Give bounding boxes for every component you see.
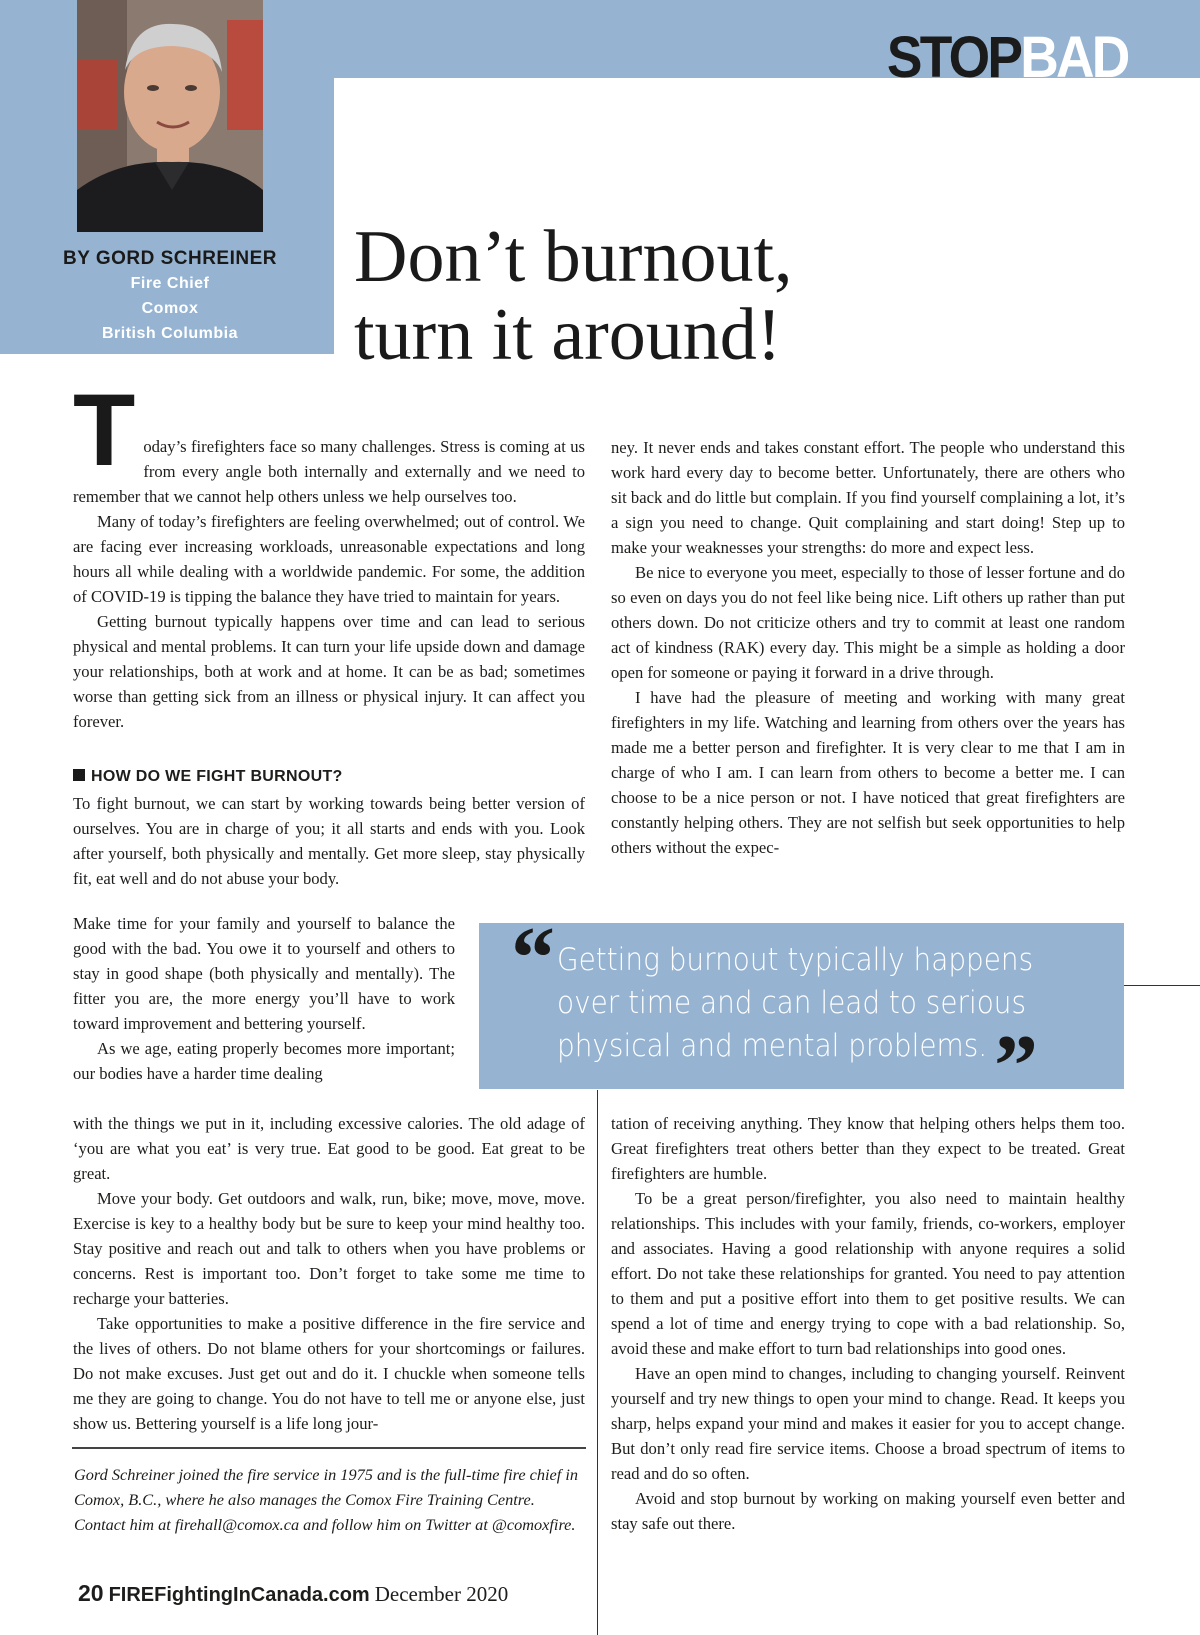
paragraph: I have had the pleasure of meeting and working with many great firefighters in my life. Watching and learning from others over the years has made me a better person and firefighter. It is very clear to me that I am in charge of who I am. I can learn from others to become a better me. I can choose to be a nice person or not. I have noticed that great firefighters are constantly helping others. They are not selfish but seek opportunities to help others without the expec- bbox=[611, 688, 1125, 857]
paragraph: Avoid and stop burnout by working on making yourself even better and stay safe out there. bbox=[611, 1489, 1125, 1533]
paragraph: Be nice to everyone you meet, especially to those of lesser fortune and do so even on days you do not feel like being nice. Lift others up rather than put others down. Do not criticize others and try to commit at least one random act of kindness (RAK) every day. This might be a simple as holding a door open for someone or paying it forward in a drive through. bbox=[611, 563, 1125, 682]
author-portrait-image bbox=[77, 0, 263, 232]
square-bullet-icon bbox=[73, 769, 85, 781]
bio-divider bbox=[72, 1447, 586, 1449]
paragraph: ney. It never ends and takes constant effort. The people who understand this work hard every day to become better. Unfortunately, there are others who sit back and do little but complain. If you find yourself complaining a lot, it’s a sign you need to change. Quit complaining and start doing! Step up to make your weaknesses your strengths: do more and expect less. bbox=[611, 438, 1125, 557]
footer-date: December 2020 bbox=[374, 1582, 509, 1606]
right-column-lower bbox=[611, 1111, 1125, 1536]
footer-site: FIREFightingInCanada.com bbox=[108, 1584, 370, 1606]
paragraph: To fight burnout, we can start by working towards being better version of ourselves. You are in charge of you; it all starts and ends with you. Look after yourself, both physically and mentally. Get more sleep, stay physically fit, eat well and do not abuse your body. bbox=[73, 794, 585, 888]
paragraph: oday’s firefighters face so many challenges. Stress is coming at us from every angle both internally and externally and we need to remember that we cannot help others unless we help ourselves too. bbox=[73, 437, 585, 506]
paragraph: Many of today’s firefighters are feeling overwhelmed; out of control. We are facing ever increasing workloads, unreasonable expectations and long hours all while dealing with a worldwide pandemic. For some, the addition of COVID-19 is tipping the balance they have tried to maintain for years. bbox=[73, 512, 585, 606]
section-tag: STOPBAD bbox=[887, 25, 1128, 90]
author-bio: Gord Schreiner joined the fire service in 1975 and is the full-time fire chief in Comox, B.C., where he also manages the Comox Fire Training Centre. Contact him at firehall@comox.ca and follow him on Twitter at @comoxfire. bbox=[74, 1465, 579, 1534]
author-photo bbox=[77, 0, 263, 232]
paragraph: Move your body. Get outdoors and walk, run, bike; move, move, move. Exercise is key to a healthy body but be sure to keep your mind healthy too. Stay positive and reach out and talk to others when you have problems or concerns. Rest is important too. Don’t forget to take some me time to recharge your batteries. bbox=[73, 1189, 585, 1308]
left-column-wrap bbox=[73, 911, 455, 1086]
paragraph: As we age, eating properly becomes more important; our bodies have a harder time dealing bbox=[73, 1039, 455, 1083]
drop-cap: T bbox=[73, 373, 136, 487]
left-column-lower bbox=[73, 1111, 585, 1436]
page-number: 20 bbox=[78, 1580, 104, 1606]
paragraph: Getting burnout typically happens over time and can lead to serious physical and mental problems. It can turn your life upside down and damage your relationships, both at work and at home. It can be as bad; sometimes worse than getting sick from an illness or physical injury. It can affect you forever. bbox=[73, 612, 585, 731]
byline: BY GORD SCHREINER bbox=[62, 248, 277, 269]
paragraph: Have an open mind to changes, including to changing yourself. Reinvent yourself and try new things to open your mind to change. Read. It keeps you sharp, helps expand your mind and makes it easier for you to accept change. But don’t only read fire service items. Choose a broad spectrum of items to read and do so often. bbox=[611, 1364, 1125, 1483]
paragraph: Make time for your family and yourself to balance the good with the bad. You owe it to yourself and others to stay in good shape (both physically and mentally). The fitter you are, the more energy you’ll have to work toward improvement and bettering yourself. bbox=[73, 914, 455, 1033]
left-column-upper bbox=[73, 373, 585, 891]
column-divider bbox=[597, 1090, 598, 1635]
paragraph: with the things we put in it, including excessive calories. The old adage of ‘you are what you eat’ is very true. Eat good to be good. Eat great to be great. bbox=[73, 1114, 585, 1183]
author-role: Fire Chief bbox=[130, 275, 210, 292]
pull-quote-text: Getting burnout typically happens over time and can lead to serious physical and mental problems. bbox=[557, 942, 1034, 1064]
paragraph: tation of receiving anything. They know that helping others helps them too. Great firefighters treat others better than they expect to be treated. Great firefighters are humble. bbox=[611, 1114, 1125, 1183]
author-province: British Columbia bbox=[101, 325, 238, 342]
paragraph: Take opportunities to make a positive difference in the fire service and the lives of others. Do not blame others for your shortcomings or failures. Do not make excuses. Just get out and do it. I chuckle when someone tells me they are going to change. You do not have to tell me or anyone else, just show us. Bettering yourself is a life long jour- bbox=[73, 1314, 585, 1433]
title-line-1: Don’t burnout, bbox=[354, 216, 793, 298]
article-title bbox=[354, 218, 793, 374]
page-footer bbox=[78, 1580, 508, 1607]
close-quote-icon: ” bbox=[994, 1018, 1038, 1115]
open-quote-icon: “ bbox=[511, 910, 555, 1007]
divider bbox=[1124, 985, 1200, 986]
author-city: Comox bbox=[141, 300, 199, 317]
title-line-2: turn it around! bbox=[354, 294, 782, 376]
right-column-upper bbox=[611, 435, 1125, 860]
pull-quote bbox=[479, 910, 1124, 1115]
section-subhead: HOW DO WE FIGHT BURNOUT? bbox=[73, 764, 585, 789]
paragraph: To be a great person/firefighter, you also need to maintain healthy relationships. This includes with your family, friends, co-workers, employer and associates. Having a good relationship with anyone requires a solid effort. Do not take these relationships for granted. You need to pay attention to them and put a positive effort into them to get positive results. We can spend a lot of time and energy trying to cope with a bad relationship. So, avoid these and make effort to turn bad relationships into good ones. bbox=[611, 1189, 1125, 1358]
